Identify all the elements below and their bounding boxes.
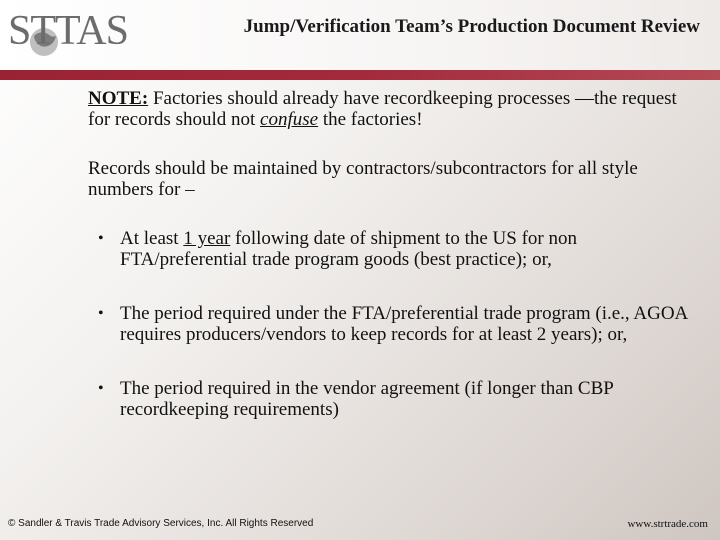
bullet-2-text: The period required under the FTA/preferential trade program (i.e., AGOA requires producers/vendors to keep records for at least 2 years); or, xyxy=(120,303,688,345)
note-lead: NOTE: xyxy=(88,88,149,109)
note-emphasis: confuse xyxy=(260,109,319,130)
website-text: www.strtrade.com xyxy=(627,518,708,530)
bullet-1-after: following date of shipment to the US for non FTA/preferential trade program goods (best practice); or, xyxy=(120,228,577,270)
page-title: Jump/Verification Team’s Production Document Review xyxy=(243,16,700,37)
copyright-text: © Sandler & Travis Trade Advisory Services, Inc. All Rights Reserved xyxy=(8,518,314,529)
header-divider xyxy=(0,70,720,80)
bullet-1-before: At least xyxy=(120,228,184,249)
bullet-icon: • xyxy=(98,230,104,247)
bullet-icon: • xyxy=(98,380,104,397)
sttas-logo xyxy=(8,6,128,64)
bullet-3-text: The period required in the vendor agreement (if longer than CBP recordkeeping requirements) xyxy=(120,378,614,420)
note-text-after: the factories! xyxy=(318,109,423,130)
slide-header xyxy=(0,0,720,70)
note-paragraph xyxy=(88,88,688,130)
note-text-before: Factories should already have recordkeeping processes —the request for records should not xyxy=(88,88,677,130)
bullet-1-underlined: 1 year xyxy=(183,228,231,249)
list-item xyxy=(98,303,688,345)
logo-text: STTAS xyxy=(8,8,128,54)
records-paragraph: Records should be maintained by contractors/subcontractors for all style numbers for – xyxy=(88,158,638,200)
list-item xyxy=(98,378,688,420)
bullet-list xyxy=(88,228,688,420)
bullet-icon: • xyxy=(98,305,104,322)
list-item xyxy=(98,228,688,270)
slide-body xyxy=(88,88,688,453)
